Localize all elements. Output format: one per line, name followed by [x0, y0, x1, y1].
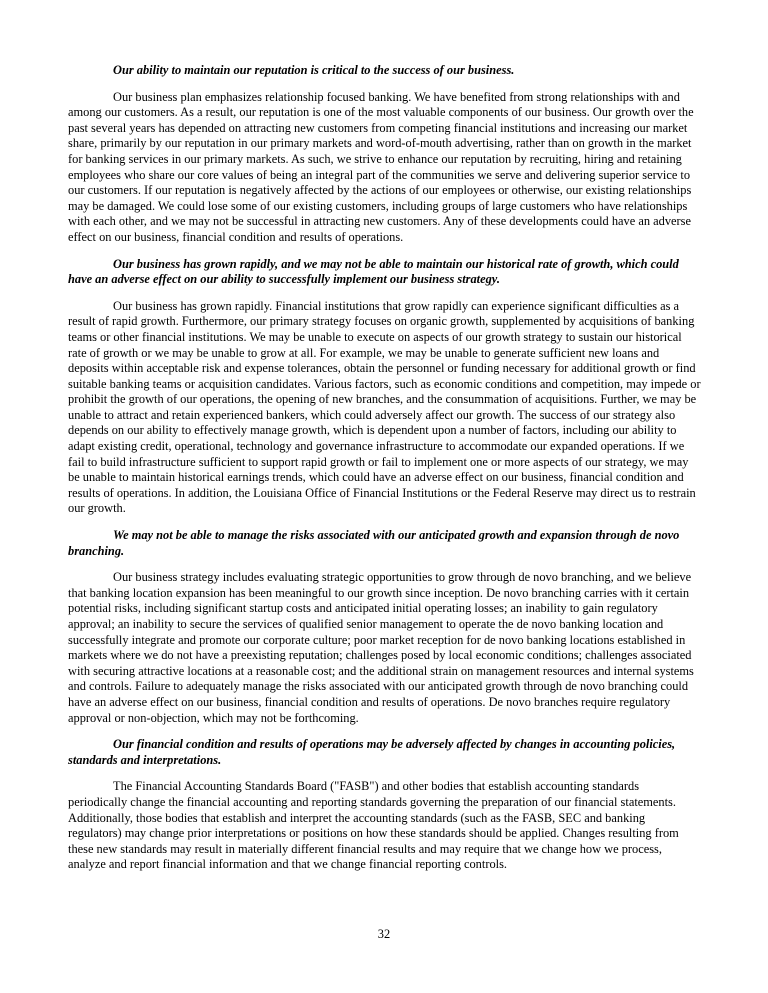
section-paragraph-reputation: Our business plan emphasizes relationship focused banking. We have benefited from strong relationships with and among our customers. As a result, our reputation is one of the most valuable components of our business. Our growth over the past several years has depended on attracting new customers from competing financial institutions and increasing our market share, primarily by our reputation in our primary markets and word-of-mouth advertising, rather than on growth in the market for banking services in our primary markets. As such, we strive to enhance our reputation by recruiting, hiring and retaining employees who share our core values of being an integral part of the communities we serve and delivering superior service to our customers. If our reputation is negatively affected by the actions of our employees or otherwise, our existing relationships may be damaged. We could lose some of our existing customers, including groups of large customers who have relationships with each other, and we may not be successful in attracting new customers. Any of these developments could have an adverse effect on our business, financial condition and results of operations. [68, 89, 694, 244]
section-heading-accounting-policies: Our financial condition and results of operations may be adversely affected by changes in accounting policies, standards and interpretations. [68, 737, 676, 767]
section-paragraph-de-novo-branching: Our business strategy includes evaluating strategic opportunities to grow through de novo branching, and we believe that banking location expansion has been meaningful to our growth since inception. De novo branching carries with it certain potential risks, including significant startup costs and anticipated initial operating losses; an inability to gain regulatory approval; an inability to secure the services of qualified senior management to operate the de novo banking location and successfully integrate and promote our corporate culture; poor market reception for de novo banking locations established in markets where we do not have a preexisting reputation; challenges posed by local economic conditions; challenges associated with securing attractive locations at a reasonable cost; and the additional strain on management resources and internal systems and controls. Failure to adequately manage the risks associated with our anticipated growth through de novo branching could have an adverse effect on our business, financial condition and results of operations. De novo branches require regulatory approval or non-objection, which may not be forthcoming. [68, 570, 694, 725]
section-heading-reputation: Our ability to maintain our reputation is critical to the success of our business. [113, 63, 515, 77]
page-number: 32 [377, 927, 391, 941]
section-heading-de-novo-branching: We may not be able to manage the risks associated with our anticipated growth and expansion through de novo branching. [68, 528, 680, 558]
section-heading-growth-rate: Our business has grown rapidly, and we may not be able to maintain our historical rate of growth, which could have an adverse effect on our ability to successfully implement our business strategy. [68, 256, 679, 287]
section-paragraph-accounting-policies: The Financial Accounting Standards Board ("FASB") and other bodies that establish accounting standards periodically change the financial accounting and reporting standards governing the preparation of our financial statements. Additionally, those bodies that establish and interpret the accounting standards (such as the FASB, SEC and banking regulators) may change prior interpretations or positions on how these standards should be applied. Changes resulting from these new standards may result in materially different financial results and may require that we change how we process, analyze and report financial information and that we change financial reporting controls. [68, 779, 679, 872]
document-content [68, 63, 701, 873]
section-paragraph-growth-rate: Our business has grown rapidly. Financial institutions that grow rapidly can experience significant difficulties as a result of rapid growth. Furthermore, our primary strategy focuses on organic growth, supplemented by acquisitions of banking teams or other financial institutions. We may be unable to execute on aspects of our growth strategy to sustain our historical rate of growth or we may be unable to grow at all. For example, we may be unable to generate sufficient new loans and deposits within acceptable risk and expense tolerances, obtain the personnel or funding necessary for additional growth or find suitable banking teams or acquisition candidates. Various factors, such as economic conditions and competition, may impede or prohibit the growth of our operations, the opening of new branches, and the consummation of acquisitions. Further, we may be unable to attract and retain experienced bankers, which could adversely affect our growth. The success of our strategy also depends on our ability to effectively manage growth, which is dependent upon a number of factors, including our ability to adapt existing credit, operational, technology and governance infrastructure to accommodate our expanded operations. If we fail to build infrastructure sufficient to support rapid growth or fail to implement one or more aspects of our strategy, we may be unable to maintain historical earnings trends, which could have an adverse effect on our business, financial condition and results of operations. In addition, the Louisiana Office of Financial Institutions or the Federal Reserve may direct us to restrain our growth. [68, 298, 701, 516]
